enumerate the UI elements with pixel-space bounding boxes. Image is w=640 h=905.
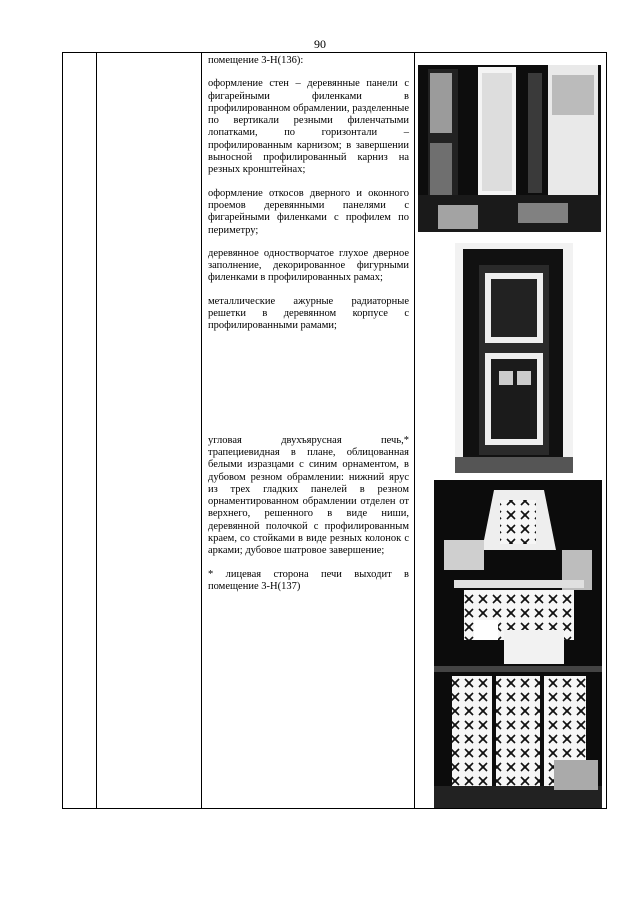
stove-footnote: * лицевая сторона печи выходит в помещение 3-Н(137) (208, 568, 409, 592)
wall-paneling-text: оформление стен – деревянные панели с фигарейными филенками в профилированном обрамлении, разделенные по вертикали резными филенчатыми лопатками, по горизонтали – профилированным карнизом; в завершении выносной профилированный карниз на резных кронштейнах; (208, 78, 409, 176)
table-row (63, 53, 607, 809)
room-heading: помещение 3-Н(136): (208, 55, 304, 66)
object-cell (97, 53, 202, 809)
page-number: 90 (314, 37, 326, 51)
door-text: деревянное одностворчатое глухое дверное заполнение, декорированное фигурными филенками в профилированных рамах; (208, 247, 409, 284)
tiled-stove-photo (434, 480, 602, 808)
door-photo (455, 243, 573, 473)
wall-paneling-photo (418, 55, 601, 232)
description-cell (202, 53, 415, 809)
reveals-text: оформление откосов дверного и оконного проемов деревянными панелями с фигарейными филенками с профилем по периметру; (208, 187, 409, 236)
photo-cell (415, 53, 607, 809)
radiator-text: металлические ажурные радиаторные решетки в деревянном корпусе с профилированными рамами; (208, 295, 409, 332)
stove-text: угловая двухъярусная печь,* трапециевидная в плане, облицованная белыми изразцами с синим орнаментом, в дубовом резном обрамлении: нижний ярус из трех гладких панелей в резном орнаментированном обрамлении отделен от верхнего, решенного в виде ниши, деревянной полочкой с профилированным краем, со стойками в виде резных колонок с арками; дубовое шатровое завершение; (208, 434, 409, 557)
inventory-table (62, 52, 607, 809)
number-cell (63, 53, 97, 809)
